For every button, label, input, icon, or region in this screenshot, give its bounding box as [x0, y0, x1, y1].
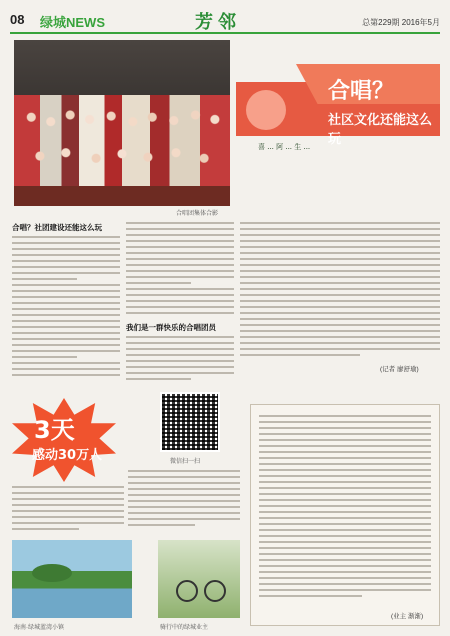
banner-title: 合唱？	[328, 79, 395, 104]
lake-photo-caption: 海南·绿城蓝湾小镇	[14, 625, 64, 631]
cyclist-photo	[158, 540, 240, 618]
publication-title: 绿城NEWS	[40, 15, 106, 30]
article2-heading: 我们是一群快乐的合唱团员	[126, 323, 216, 332]
qr-code[interactable]	[160, 392, 220, 452]
article1-col2-text	[126, 222, 234, 318]
article1-col1-text	[12, 236, 120, 380]
article3-col1-text	[12, 486, 124, 534]
headline-burst	[12, 398, 116, 482]
qr-caption: 微信扫一扫	[170, 459, 201, 465]
article1-heading: 合唱？社团建设还能这么玩	[12, 223, 102, 232]
column-name	[195, 8, 241, 34]
box-signoff: (业主 渐渐)	[391, 613, 424, 620]
page-header	[10, 8, 440, 34]
article2-col-text	[126, 336, 234, 384]
question-bubble-icon	[246, 90, 286, 130]
article3-col2-text	[128, 470, 240, 530]
owner-essay-text	[259, 415, 431, 601]
column-name-text: 芳邻	[195, 12, 241, 33]
article-signoff: (记者 廖舒瑜)	[380, 366, 419, 373]
owner-essay-box	[250, 404, 440, 626]
bike-photo-caption: 骑行中的绿城业主	[160, 625, 209, 631]
burst-line1: 3天	[34, 416, 75, 444]
intro-paragraph: 喜 ... 阿 ... 生 ...	[258, 143, 311, 151]
top-photo-caption: 合唱团集体合影	[176, 211, 219, 217]
issue-info: 总第229期 2016年5月	[362, 18, 440, 27]
burst-line2: 感动30万人	[32, 448, 103, 463]
article-col3-text	[240, 222, 440, 360]
page-number: 08	[10, 12, 25, 27]
lake-town-photo	[12, 540, 132, 618]
choir-group-photo	[14, 40, 230, 206]
banner-subtitle: 社区文化还能这么玩	[328, 113, 433, 147]
